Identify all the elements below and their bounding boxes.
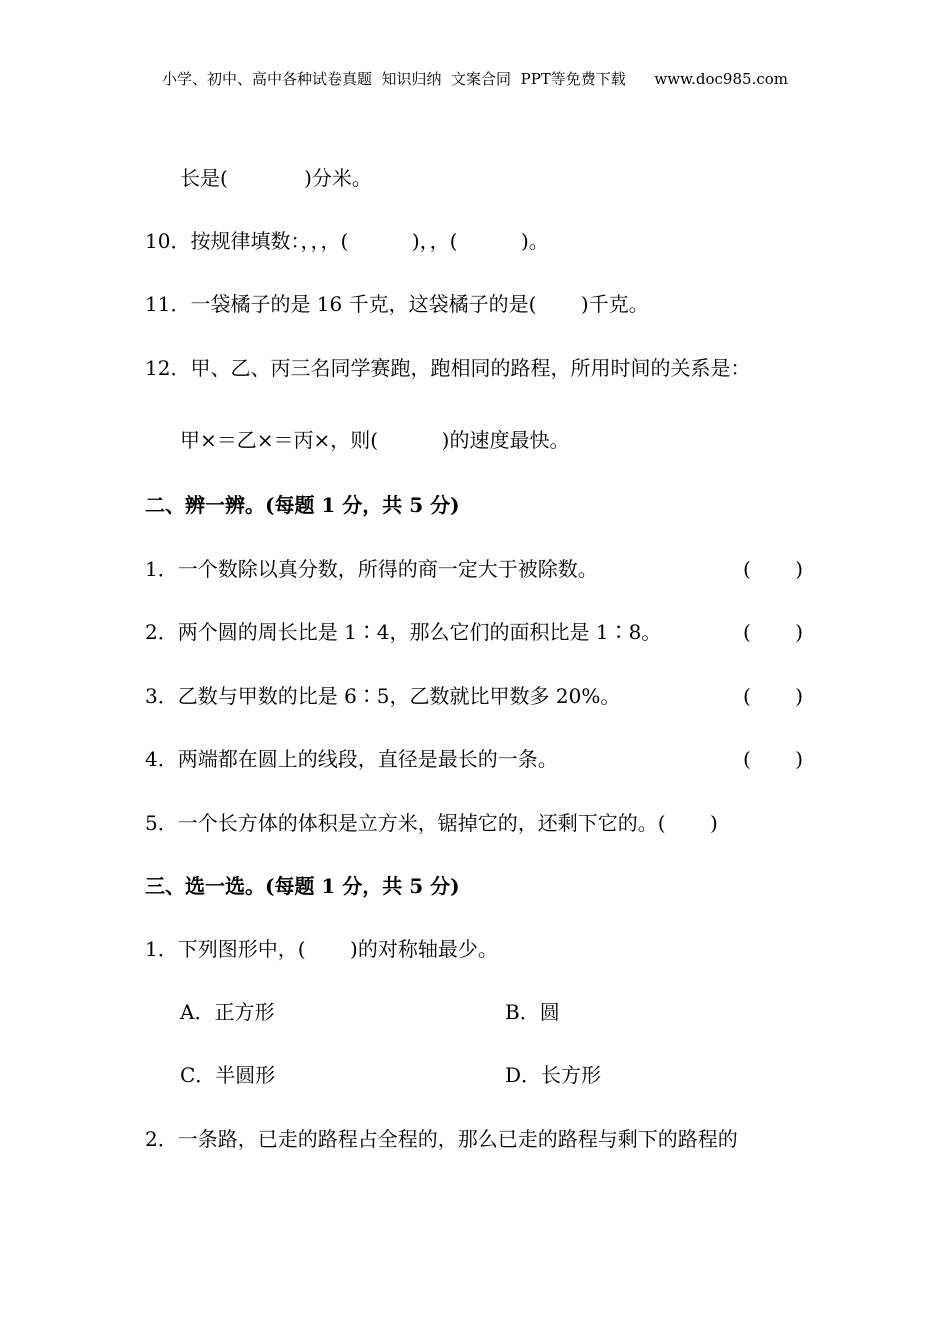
option-b: B．圆: [505, 1000, 560, 1024]
question-12-line-2: 甲×＝乙×＝丙×，则( )的速度最快。: [180, 428, 570, 452]
choice-question-1: 1．下列图形中，( )的对称轴最少。: [145, 937, 498, 961]
choice-question-2: 2．一条路，已走的路程占全程的，那么已走的路程与剩下的路程的: [145, 1127, 738, 1151]
judge-item-4: 4．两端都在圆上的线段，直径是最长的一条。: [145, 747, 558, 771]
judge-item-2-answer-blank: ( ): [743, 620, 804, 644]
judge-item-4-answer-blank: ( ): [743, 747, 804, 771]
judge-item-2: 2．两个圆的周长比是 1∶4，那么它们的面积比是 1∶8。: [145, 620, 662, 644]
judge-item-3-answer-blank: ( ): [743, 684, 804, 708]
judge-item-1: 1．一个数除以真分数，所得的商一定大于被除数。: [145, 557, 598, 581]
judge-item-1-answer-blank: ( ): [743, 557, 804, 581]
page-header: 小学、初中、高中各种试卷真题 知识归纳 文案合同 PPT等免费下载 www.doc985.com: [161, 70, 788, 88]
option-d: D．长方形: [505, 1063, 602, 1087]
question-11: 11．一袋橘子的是 16 千克，这袋橘子的是( )千克。: [145, 292, 649, 316]
question-12-line-1: 12．甲、乙、丙三名同学赛跑，跑相同的路程，所用时间的关系是：: [145, 356, 751, 380]
section-2-heading: 二、辨一辨。(每题 1 分，共 5 分): [145, 493, 460, 517]
question-9-continued: 长是( )分米。: [180, 166, 372, 190]
section-3-heading: 三、选一选。(每题 1 分，共 5 分): [145, 874, 460, 898]
judge-item-3: 3．乙数与甲数的比是 6∶5，乙数就比甲数多 20%。: [145, 684, 621, 708]
question-10: 10．按规律填数：，，，( )，，( )。: [145, 229, 549, 253]
option-a: A．正方形: [180, 1000, 275, 1024]
option-c: C．半圆形: [180, 1063, 276, 1087]
judge-item-5: 5．一个长方体的体积是立方米，锯掉它的，还剩下它的。( ): [145, 811, 718, 835]
